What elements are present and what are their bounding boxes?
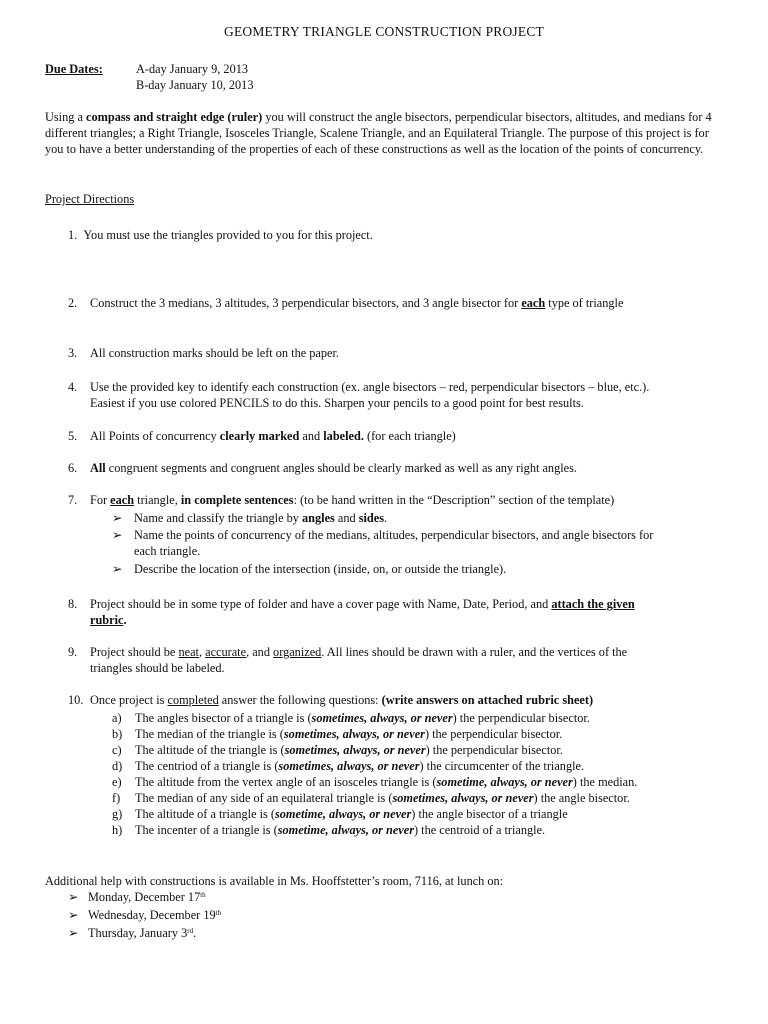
sub-bullet-7b: ➢ Name the points of concurrency of the medians, altitudes, perpendicular bisectors, and angle bisectors for	[112, 528, 654, 542]
direction-item-9-cont: triangles should be labeled.	[90, 661, 225, 675]
direction-item-3: 3. All construction marks should be left on the paper.	[68, 346, 339, 360]
question-item: b) The median of the triangle is (sometimes, always, or never) the perpendicular bisector.	[112, 727, 563, 741]
question-item: d) The centriod of a triangle is (sometimes, always, or never) the circumcenter of the triangle.	[112, 759, 585, 773]
page-title: GEOMETRY TRIANGLE CONSTRUCTION PROJECT	[224, 24, 544, 39]
sub-bullet-7a: ➢ Name and classify the triangle by angles and sides.	[112, 511, 388, 525]
direction-item-10: 10. Once project is completed answer the following questions: (write answers on attached rubric sheet)	[68, 693, 594, 707]
direction-item-4: 4. Use the provided key to identify each construction (ex. angle bisectors – red, perpendicular bisectors – blue, etc.).	[68, 380, 650, 394]
question-letter: f)	[112, 791, 121, 805]
direction-item-8: 8. Project should be in some type of folder and have a cover page with Name, Date, Period, and attach the given	[68, 597, 635, 611]
help-intro: Additional help with constructions is available in Ms. Hooffstetter’s room, 7116, at lunch on:	[45, 874, 504, 888]
question-item: h) The incenter of a triangle is (sometime, always, or never) the centroid of a triangle.	[112, 823, 546, 837]
direction-item-4-cont: Easiest if you use colored PENCILS to do this. Sharpen your pencils to a good point for best results.	[90, 396, 584, 410]
question-item: e) The altitude from the vertex angle of an isosceles triangle is (sometime, always, or never) the median.	[112, 775, 638, 789]
direction-item-8-cont: rubric.	[90, 613, 127, 627]
direction-item-2: 2. Construct the 3 medians, 3 altitudes, 3 perpendicular bisectors, and 3 angle bisector for each type of triangle	[68, 296, 624, 310]
sub-bullet-7b-cont: each triangle.	[134, 544, 201, 558]
question-letter: e)	[112, 775, 122, 789]
direction-item-6: 6. All congruent segments and congruent angles should be clearly marked as well as any right angles.	[68, 461, 577, 475]
question-letter: g)	[112, 807, 123, 821]
direction-item-9: 9. Project should be neat, accurate, and organized. All lines should be drawn with a ruler, and the vertices of the	[68, 645, 628, 659]
question-item: a) The angles bisector of a triangle is (sometimes, always, or never) the perpendicular bisector.	[112, 711, 590, 725]
question-letter: d)	[112, 759, 123, 773]
help-date-1: ➢ Monday, December 17th	[68, 890, 206, 904]
due-date-a-day: A-day January 9, 2013	[136, 62, 249, 76]
arrow-bullet-icon: ➢	[112, 511, 123, 525]
arrow-bullet-icon: ➢	[112, 528, 123, 542]
arrow-bullet-icon: ➢	[112, 562, 123, 576]
arrow-bullet-icon: ➢	[68, 926, 79, 940]
question-item: f) The median of any side of an equilateral triangle is (sometimes, always, or never) the angle bisector.	[112, 791, 630, 805]
direction-item-7: 7. For each triangle, in complete sentences: (to be hand written in the “Description” section of the template)	[68, 493, 615, 507]
question-item: g) The altitude of a triangle is (sometime, always, or never) the angle bisector of a triangle	[112, 807, 568, 821]
question-item: c) The altitude of the triangle is (sometimes, always, or never) the perpendicular bisector.	[112, 743, 563, 757]
question-letter: a)	[112, 711, 122, 725]
arrow-bullet-icon: ➢	[68, 890, 79, 904]
project-directions-heading: Project Directions	[45, 192, 135, 206]
due-date-b-day: B-day January 10, 2013	[136, 78, 254, 92]
help-date-3: ➢ Thursday, January 3rd.	[68, 926, 197, 940]
question-letter: h)	[112, 823, 123, 837]
due-dates-label: Due Dates:	[45, 62, 103, 76]
help-date-2: ➢ Wednesday, December 19th	[68, 908, 222, 922]
direction-item-5: 5. All Points of concurrency clearly marked and labeled. (for each triangle)	[68, 429, 456, 443]
arrow-bullet-icon: ➢	[68, 908, 79, 922]
direction-item-1: 1. You must use the triangles provided to you for this project.	[68, 228, 373, 242]
question-letter: c)	[112, 743, 122, 757]
sub-bullet-7c: ➢ Describe the location of the intersection (inside, on, or outside the triangle).	[112, 562, 507, 576]
question-letter: b)	[112, 727, 123, 741]
intro-paragraph: Using a compass and straight edge (ruler) you will construct the angle bisectors, perpendicular bisectors, altitudes, and medians for 4 different triangles; a Right Triangle, Isosceles Triangle, Scalene Triangle, and an Equilateral Triangle. The purpose of this project is for you to have a better understanding of the properties of each of these constructions as well as the location of the points of concurrency.	[45, 110, 712, 156]
